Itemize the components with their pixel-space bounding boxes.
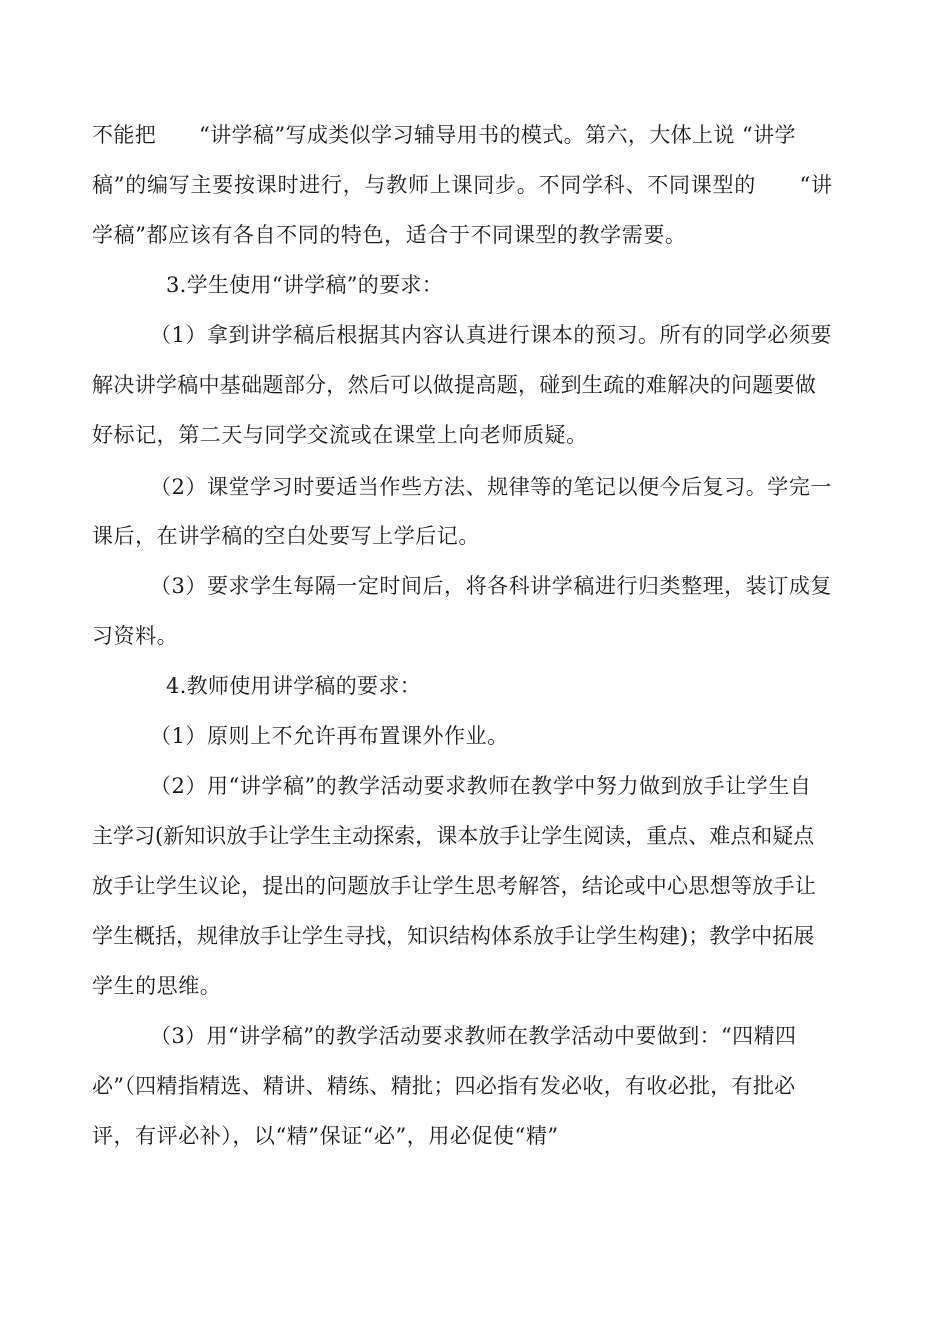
- text-line: （2）用“讲学稿”的教学活动要求教师在教学中努力做到放手让学生自: [150, 774, 812, 798]
- text-line: 学生概括，规律放手让学生寻找，知识结构体系放手让学生构建)；教学中拓展: [92, 924, 815, 948]
- text-line: （1）拿到讲学稿后根据其内容认真进行课本的预习。所有的同学必须要: [150, 323, 832, 347]
- text-line: 学稿”都应该有各自不同的特色，适合于不同课型的教学需要。: [92, 223, 687, 247]
- text-line: 学生的思维。: [92, 974, 222, 998]
- text-line: 不能把 “讲学稿”写成类似学习辅导用书的模式。第六，大体上说 “讲学: [92, 123, 796, 147]
- section-heading: 3.学生使用“讲学稿”的要求：: [166, 273, 444, 297]
- text-line: （3）要求学生每隔一定时间后，将各科讲学稿进行归类整理，装订成复: [150, 574, 832, 598]
- text-line: 放手让学生议论，提出的问题放手让学生思考解答，结论或中心思想等放手让: [92, 874, 817, 898]
- text-line: （1）原则上不允许再布置课外作业。: [150, 724, 509, 748]
- text-line: 评，有评必补），以“精”保证“必”，用必促使“精”: [92, 1124, 559, 1148]
- text-line: 课后，在讲学稿的空白处要写上学后记。: [92, 524, 480, 548]
- text-line: 解决讲学稿中基础题部分，然后可以做提高题，碰到生疏的难解决的问题要做: [92, 373, 817, 397]
- text-line: （2）课堂学习时要适当作些方法、规律等的笔记以便今后复习。学完一: [150, 475, 832, 499]
- text-line: 主学习(新知识放手让学生主动探索，课本放手让学生阅读，重点、难点和疑点: [92, 824, 815, 848]
- section-heading: 4.教师使用讲学稿的要求：: [166, 674, 421, 698]
- text-line: 习资料。: [92, 624, 179, 648]
- text-line: 稿”的编写主要按课时进行，与教师上课同步。不同学科、不同课型的 “讲: [92, 173, 833, 197]
- text-line: （3）用“讲学稿”的教学活动要求教师在教学活动中要做到：“四精四: [150, 1024, 797, 1048]
- text-line: 好标记，第二天与同学交流或在课堂上向老师质疑。: [92, 423, 588, 447]
- text-line: 必”（四精指精选、精讲、精练、精批；四必指有发必收，有收必批，有批必: [92, 1074, 796, 1098]
